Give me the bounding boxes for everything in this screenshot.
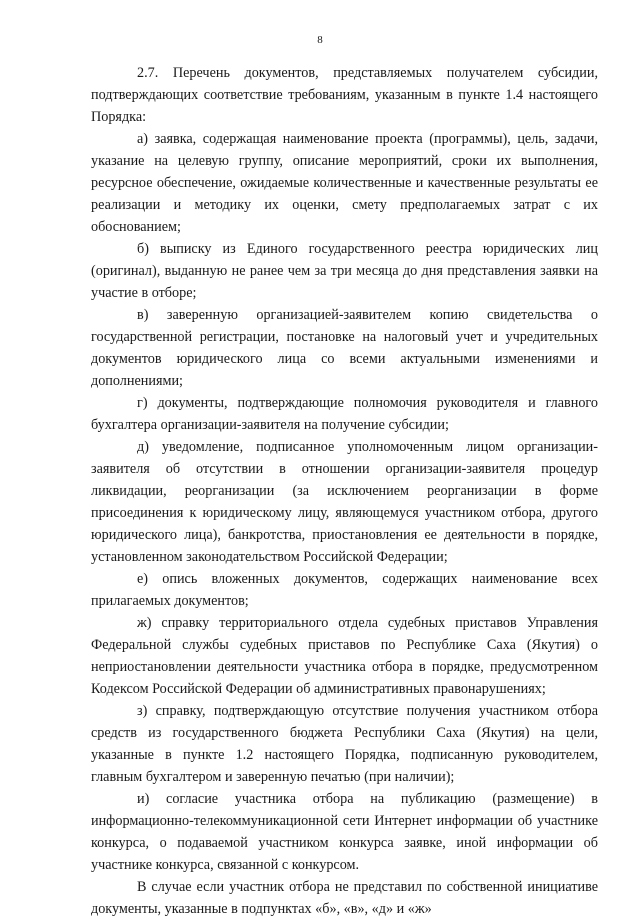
paragraph-intro: 2.7. Перечень документов, представляемых получателем субсидии, подтверждающих соответствие требованиям, указанным в пункте 1.4 настоящего Порядка: xyxy=(91,65,598,125)
page-number: 8 xyxy=(317,34,323,46)
paragraph-item-z: з) справку, подтверждающую отсутствие получения участником отбора средств из государственного бюджета Республики Саха (Якутия) на цели, указанные в пункте 1.2 настоящего Порядка, подписанную руководителем, главным бухгалтером и заверенную печатью (при наличии); xyxy=(91,703,598,785)
paragraph-item-v: в) заверенную организацией-заявителем копию свидетельства о государственной регистрации, постановке на налоговый учет и учредительных документов юридического лица со всеми актуальными изменениями и дополнениями; xyxy=(91,307,598,389)
document-body xyxy=(91,62,598,920)
paragraph-item-a: а) заявка, содержащая наименование проекта (программы), цель, задачи, указание на целевую группу, описание мероприятий, сроки их выполнения, ресурсное обеспечение, ожидаемые количественные и качественные результаты ее реализации и методику их оценки, смету предполагаемых затрат с их обоснованием; xyxy=(91,131,598,235)
paragraph-item-e: е) опись вложенных документов, содержащих наименование всех прилагаемых документов; xyxy=(91,571,598,609)
paragraph-closing: В случае если участник отбора не представил по собственной инициативе документы, указанные в подпунктах «б», «в», «д» и «ж» xyxy=(91,879,598,917)
paragraph-item-i: и) согласие участника отбора на публикацию (размещение) в информационно-телекоммуникационной сети Интернет информации об участнике конкурса, о подаваемой участником конкурса заявке, иной информации об участнике конкурса, связанной с конкурсом. xyxy=(91,791,598,873)
paragraph-item-b: б) выписку из Единого государственного реестра юридических лиц (оригинал), выданную не ранее чем за три месяца до дня представления заявки на участие в отборе; xyxy=(91,241,598,301)
paragraph-item-d: д) уведомление, подписанное уполномоченным лицом организации-заявителя об отсутствии в отношении организации-заявителя процедур ликвидации, реорганизации (за исключением реорганизации в форме присоединения к юридическому лицу, являющемуся участником отбора, другого юридического лица), банкротства, приостановления ее деятельности в порядке, установленном законодательством Российской Федерации; xyxy=(91,439,598,565)
paragraph-item-g: г) документы, подтверждающие полномочия руководителя и главного бухгалтера организации-заявителя на получение субсидии; xyxy=(91,395,598,433)
paragraph-item-zh: ж) справку территориального отдела судебных приставов Управления Федеральной службы судебных приставов по Республике Саха (Якутия) о неприостановлении деятельности участника отбора в порядке, предусмотренном Кодексом Российской Федерации об административных правонарушениях; xyxy=(91,615,598,697)
